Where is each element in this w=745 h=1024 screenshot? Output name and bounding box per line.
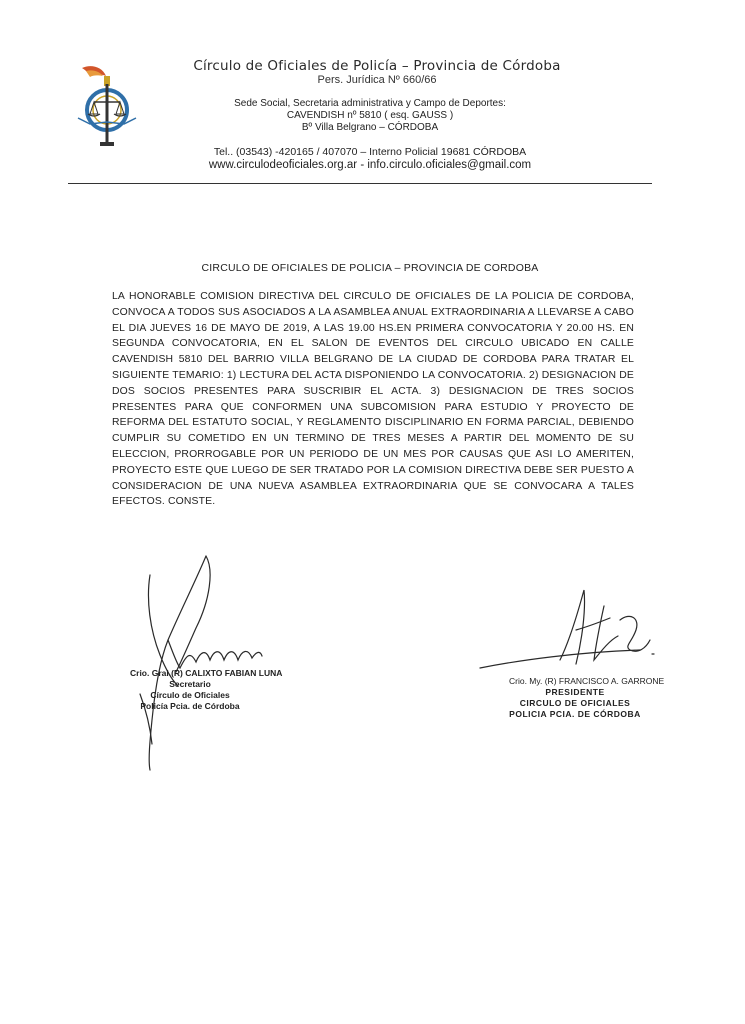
signer-right-role-line: POLICIA PCIA. DE CÓRDOBA	[509, 709, 641, 719]
document-body: LA HONORABLE COMISION DIRECTIVA DEL CIRCULO DE OFICIALES DE LA POLICIA DE CORDOBA, CONVOCA A TODOS SUS ASOCIADOS A LA ASAMBLEA ANUAL EXTRAORDINARIA A LLEVARSE A CABO EL DIA JUEVES 16 DE MAYO DE 2019, A LAS 19.00 HS.EN PRIMERA CONVOCATORIA Y 20.00 HS. EN SEGUNDA CONVOCATORIA, EN EL SALON DE EVENTOS DEL CIRCULO UBICADO EN CALLE CAVENDISH 5810 DEL BARRIO VILLA BELGRANO DE LA CIUDAD DE CORDOBA PARA TRATAR EL SIGUIENTE TEMARIO: 1) LECTURA DEL ACTA DISPONIENDO LA CONVOCATORIA. 2) DESIGNACION DE DOS SOCIOS PRESENTES PARA SUSCRIBIR EL ACTA. 3) DESIGNACION DE TRES SOCIOS PRESENTES PARA QUE CONFORMEN UNA SUBCOMISION PARA ESTUDIO Y PROYECTO DE REFORMA DEL ESTATUTO SOCIAL, Y REGLAMENTO DISCIPLINARIO EN FORMA PARCIAL, DEBIENDO CUMPLIR SU COMETIDO EN UN TERMINO DE TRES MESES A PARTIR DEL MOMENTO DE SU ELECCION, PRORROGABLE POR UN PERIODO DE UN MES POR CAUSAS QUE ASI LO AMERITEN, PROYECTO ESTE QUE LUEGO DE SER TRATADO POR LA COMISION DIRECTIVA DEBE SER PUESTO A CONSIDERACION DE UNA NUEVA ASAMBLEA EXTRAORDINARIA QUE SE CONVOCARA A TALES EFECTOS. CONSTE.	[112, 291, 634, 508]
signer-right-role	[505, 687, 645, 720]
signer-left-role-line: Círculo de Oficiales	[150, 690, 230, 700]
header-divider	[68, 183, 652, 184]
web-email-line: www.circulodeoficiales.org.ar - info.circulo.oficiales@gmail.com	[208, 159, 532, 171]
signer-left-name: Crio. Gral.(R) CALIXTO FABIAN LUNA	[130, 668, 283, 678]
address-line: Sede Social, Secretaria administrativa y Campo de Deportes:	[234, 98, 506, 109]
contact-block	[170, 146, 570, 172]
signer-right-role-line: CIRCULO DE OFICIALES	[519, 698, 631, 708]
address-line: CAVENDISH nº 5810 ( esq. GAUSS )	[286, 110, 454, 121]
signer-right-name: Crio. My. (R) FRANCISCO A. GARRONE	[509, 676, 665, 686]
signer-right-role-line: PRESIDENTE	[545, 687, 605, 697]
torch-scales-emblem-icon	[76, 62, 148, 154]
signer-left-role	[140, 679, 240, 712]
address-block	[200, 98, 540, 134]
legal-registration: Pers. Jurídica Nº 660/66	[317, 74, 437, 86]
organization-title: Círculo de Oficiales de Policía – Provincia de Córdoba	[193, 58, 561, 74]
signer-left-role-line: Secretario	[169, 679, 211, 689]
phone-line: Tel.. (03543) -420165 / 407070 – Interno Policial 19681 CÓRDOBA	[213, 146, 527, 158]
address-line: Bº Villa Belgrano – CÓRDOBA	[301, 122, 439, 133]
document-title: CIRCULO DE OFICIALES DE POLICIA – PROVINCIA DE CORDOBA	[201, 262, 539, 274]
signer-left-role-line: Policía Pcia. de Córdoba	[140, 701, 240, 711]
